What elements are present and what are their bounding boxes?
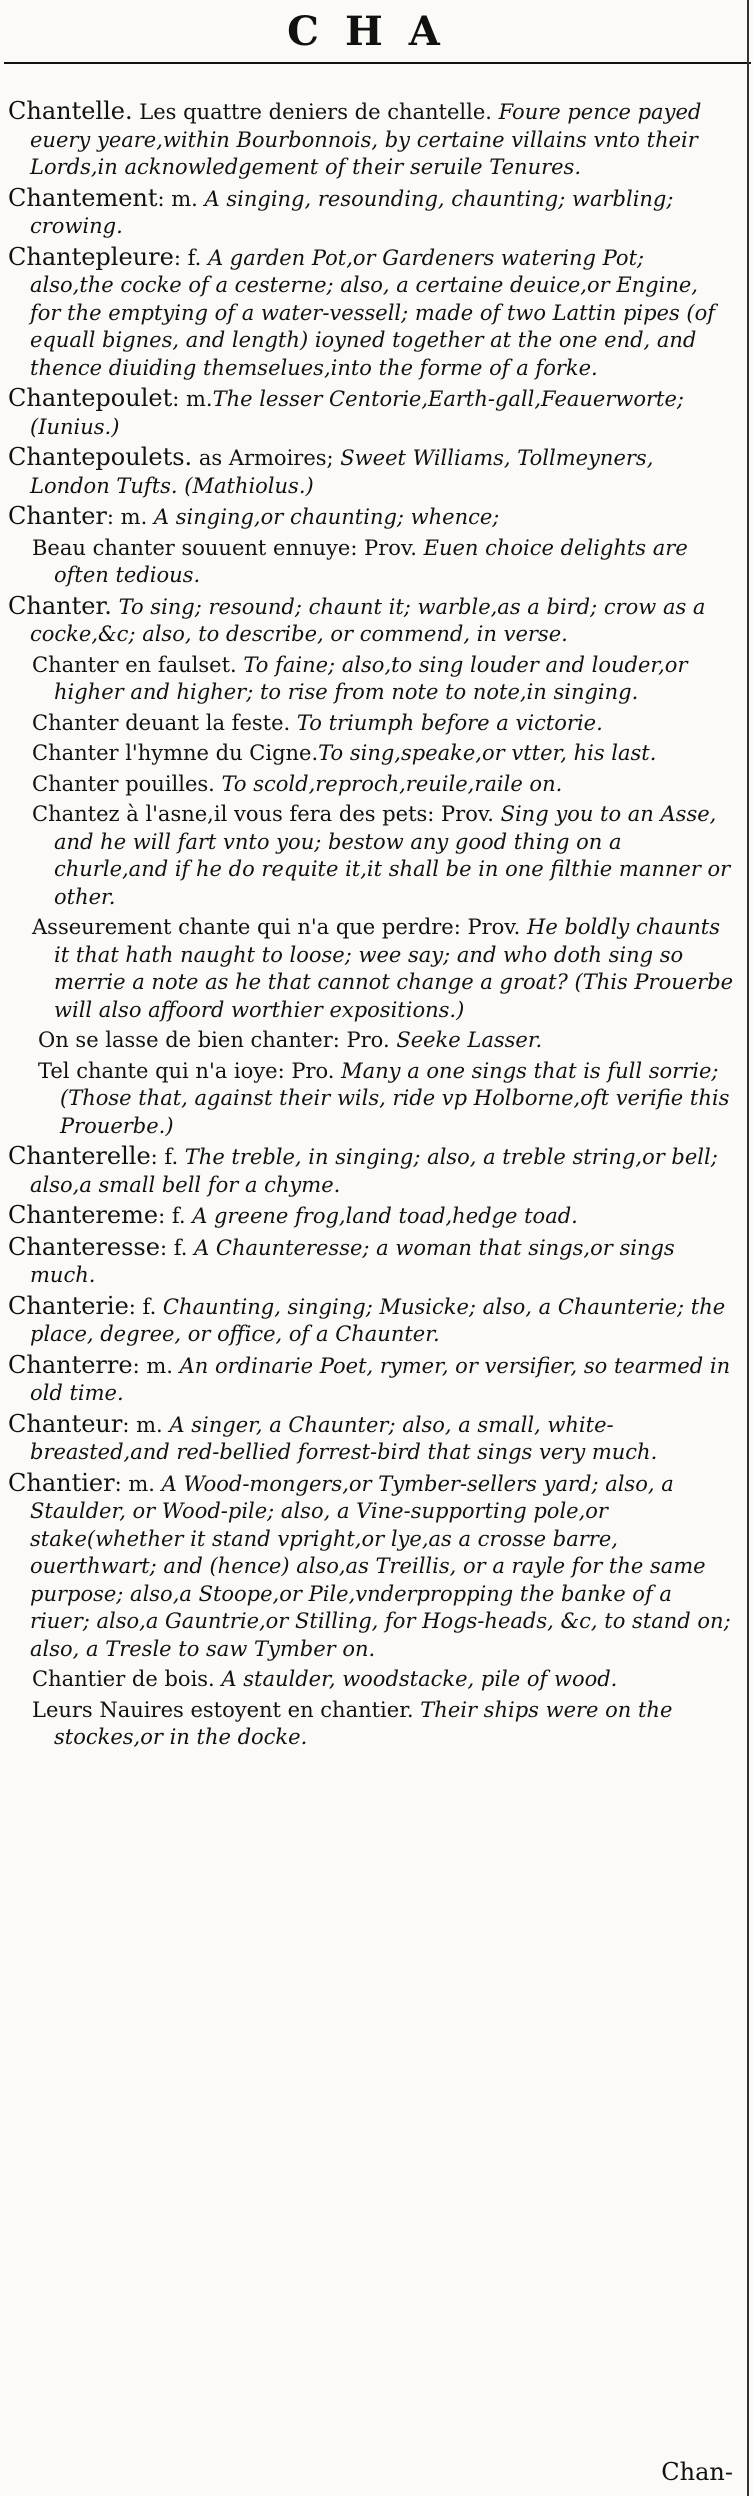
dictionary-entry — [8, 1058, 734, 1141]
entry-grammar: : m. — [172, 387, 213, 411]
entry-definition: A Wood-mongers,or Tymber-sellers yard; also, a Staulder, or Wood-pile; also, a Vine-supporting pole,or stake(whether it stand vpright,or lye,as a crosse barre, ouerthwart; and (hence) also,as Treillis, or a rayle for the same purpose; also,a Stoope,or Pile,vnderpropping the banke of a riuer; also,a Gauntrie,or Stilling, for Hogs-heads, &c, to stand on; also, a Tresle to saw Tymber on. — [30, 1471, 731, 1661]
right-border-line — [747, 0, 749, 2496]
entry-definition: A greene frog,land toad,hedge toad. — [192, 1204, 578, 1228]
dictionary-entry — [8, 1697, 734, 1752]
dictionary-entry — [8, 185, 734, 241]
dictionary-entry — [8, 1352, 734, 1408]
entry-grammar: Chanter l'hymne du Cigne. — [32, 741, 319, 765]
dictionary-entry — [8, 1666, 734, 1694]
entry-headword: Chanteur — [8, 1409, 123, 1438]
entry-grammar — [112, 595, 119, 619]
dictionary-entry — [8, 385, 734, 441]
entry-headword: Chantepleure — [8, 242, 174, 271]
entry-grammar: : m. — [157, 186, 205, 211]
entry-definition: An ordinarie Poet, rymer, or versifier, so tearmed in old time. — [30, 1353, 731, 1405]
entry-grammar: : f. — [150, 1145, 185, 1169]
entry-headword: Chanterre — [8, 1350, 133, 1379]
entry-headword: Chantelle. — [8, 97, 133, 125]
entry-definition: A garden Pot,or Gardeners watering Pot; also,the cocke of a cesterne; also, a certaine deuice,or Engine, for the emptying of a water-vessell; made of two Lattin pipes (of equall bignes, and length) ioyned together at the one end, and thence diuiding themselues,into the forme of a forke. — [30, 245, 716, 380]
dictionary-entry — [8, 1143, 734, 1199]
dictionary-entry — [8, 801, 734, 911]
entry-definition: The treble, in singing; also, a treble string,or bell; also,a small bell for a chyme. — [30, 1145, 718, 1197]
entry-definition: Foure pence payed euery yeare,within Bourbonnois, by certaine villains vnto their Lords,in acknowledgement of their seruile Tenures. — [30, 100, 702, 179]
entry-definition: He boldly chaunts it that hath naught to loose; wee say; and who doth sing so merrie a note as he that cannot change a groat? (This Prouerbe will also affoord worthier expositions.) — [54, 915, 734, 1022]
entry-definition: Sing you to an Asse, and he will fart vnto you; bestow any good thing on a churle,and if he do requite it,it shall be in one filthie manner or other. — [54, 802, 731, 909]
entry-grammar: : f. — [158, 1204, 193, 1228]
entry-definition: A staulder, woodstacke, pile of wood. — [221, 1667, 618, 1691]
entry-grammar: Chanter pouilles. — [32, 771, 222, 796]
entry-grammar: Leurs Nauires estoyent en chantier. — [32, 1697, 421, 1722]
dictionary-entry — [8, 98, 734, 182]
entry-definition: To triumph before a victorie. — [296, 710, 603, 735]
entry-grammar: Chanter deuant la feste. — [32, 710, 297, 735]
entry-definition: A Chaunteresse; a woman that sings,or sings much. — [30, 1235, 675, 1287]
entry-definition: A singing,or chaunting; whence; — [153, 505, 500, 529]
entry-definition: Chaunting, singing; Musicke; also, a Chaunterie; the place, degree, or office, of a Chaunter. — [30, 1294, 726, 1346]
entry-definition: Their ships were on the stockes,or in the docke. — [54, 1697, 673, 1749]
dictionary-entry — [8, 535, 734, 590]
entry-definition: To sing; resound; chaunt it; warble,as a bird; crow as a cocke,&c; also, to describe, or commend, in verse. — [30, 594, 706, 646]
entry-headword: Chantereme — [8, 1201, 159, 1229]
entry-grammar: On se lasse de bien chanter: Pro. — [38, 1028, 397, 1052]
dictionary-entry — [8, 914, 734, 1024]
entry-definition: Many a one sings that is full sorrie; (Those that, against their wils, ride vp Holborne,oft verifie this Prouerbe.) — [60, 1058, 730, 1138]
entry-grammar: Tel chante qui n'a ioye: Pro. — [38, 1058, 342, 1083]
entry-grammar: as Armoires; — [192, 446, 341, 470]
entry-grammar: Chantez à l'asne,il vous fera des pets: Prov. — [32, 802, 501, 826]
dictionary-entry — [8, 1027, 734, 1055]
dictionary-entry — [8, 771, 734, 799]
dictionary-entry — [8, 444, 734, 500]
dictionary-entry — [8, 244, 734, 383]
entry-definition: The lesser Centorie,Earth-gall,Feauerworte; (Iunius.) — [30, 387, 684, 439]
entry-grammar: Chantier de bois. — [32, 1667, 222, 1691]
entry-headword: Chanterie — [8, 1291, 129, 1320]
entry-definition: Seeke Lasser. — [396, 1028, 543, 1052]
entry-headword: Chanterelle — [8, 1142, 151, 1170]
entry-definition: Euen choice delights are often tedious. — [54, 535, 688, 587]
entry-headword: Chantier — [8, 1468, 115, 1497]
header-rule — [4, 62, 751, 64]
entry-grammar: : m. — [106, 505, 154, 529]
entry-grammar: : m. — [122, 1412, 170, 1437]
entry-headword: Chantepoulets. — [8, 443, 193, 471]
entry-definition: A singer, a Chaunter; also, a small, white-breasted,and red-bellied forrest-bird that sings very much. — [30, 1412, 658, 1464]
entry-grammar: : m. — [114, 1471, 162, 1496]
dictionary-entry — [8, 503, 734, 532]
dictionary-entry — [8, 593, 734, 649]
entry-headword: Chanter. — [8, 591, 112, 620]
dictionary-entry — [8, 740, 734, 768]
entry-grammar: Asseurement chante qui n'a que perdre: Prov. — [32, 915, 528, 939]
entry-headword: Chanteresse — [8, 1232, 160, 1261]
entry-headword: Chantepoulet — [8, 384, 173, 412]
entry-definition: To faine; also,to sing louder and louder,or higher and higher; to rise from note to note,in singing. — [54, 652, 688, 704]
dictionary-entry — [8, 1234, 734, 1290]
entry-grammar: : f. — [173, 245, 208, 270]
entry-headword: Chanter — [8, 502, 107, 530]
dictionary-column — [8, 98, 734, 1755]
entry-grammar: : f. — [159, 1235, 195, 1260]
dictionary-entry — [8, 710, 734, 738]
entry-grammar: : m. — [132, 1353, 180, 1378]
dictionary-entry — [8, 1470, 734, 1664]
entry-grammar: Les quattre deniers de chantelle. — [132, 100, 499, 124]
dictionary-entry — [8, 1293, 734, 1349]
entry-grammar: Beau chanter souuent ennuye: Prov. — [32, 535, 424, 560]
entry-headword: Chantement — [8, 183, 158, 212]
entry-definition: A singing, resounding, chaunting; warbling; crowing. — [30, 186, 674, 238]
entry-grammar: Chanter en faulset. — [32, 652, 244, 677]
dictionary-entry — [8, 1202, 734, 1231]
entry-definition: To scold,reproch,reuile,raile on. — [221, 771, 563, 796]
dictionary-entry — [8, 652, 734, 707]
entry-grammar: : f. — [128, 1294, 163, 1319]
dictionary-entry — [8, 1411, 734, 1467]
page-title: CHA — [287, 8, 466, 55]
entry-definition: Sweet Williams, Tollmeyners, London Tufts. (Mathiolus.) — [30, 446, 654, 498]
catchword: Chan- — [661, 2458, 733, 2486]
entry-definition: To sing,speake,or vtter, his last. — [318, 741, 657, 765]
